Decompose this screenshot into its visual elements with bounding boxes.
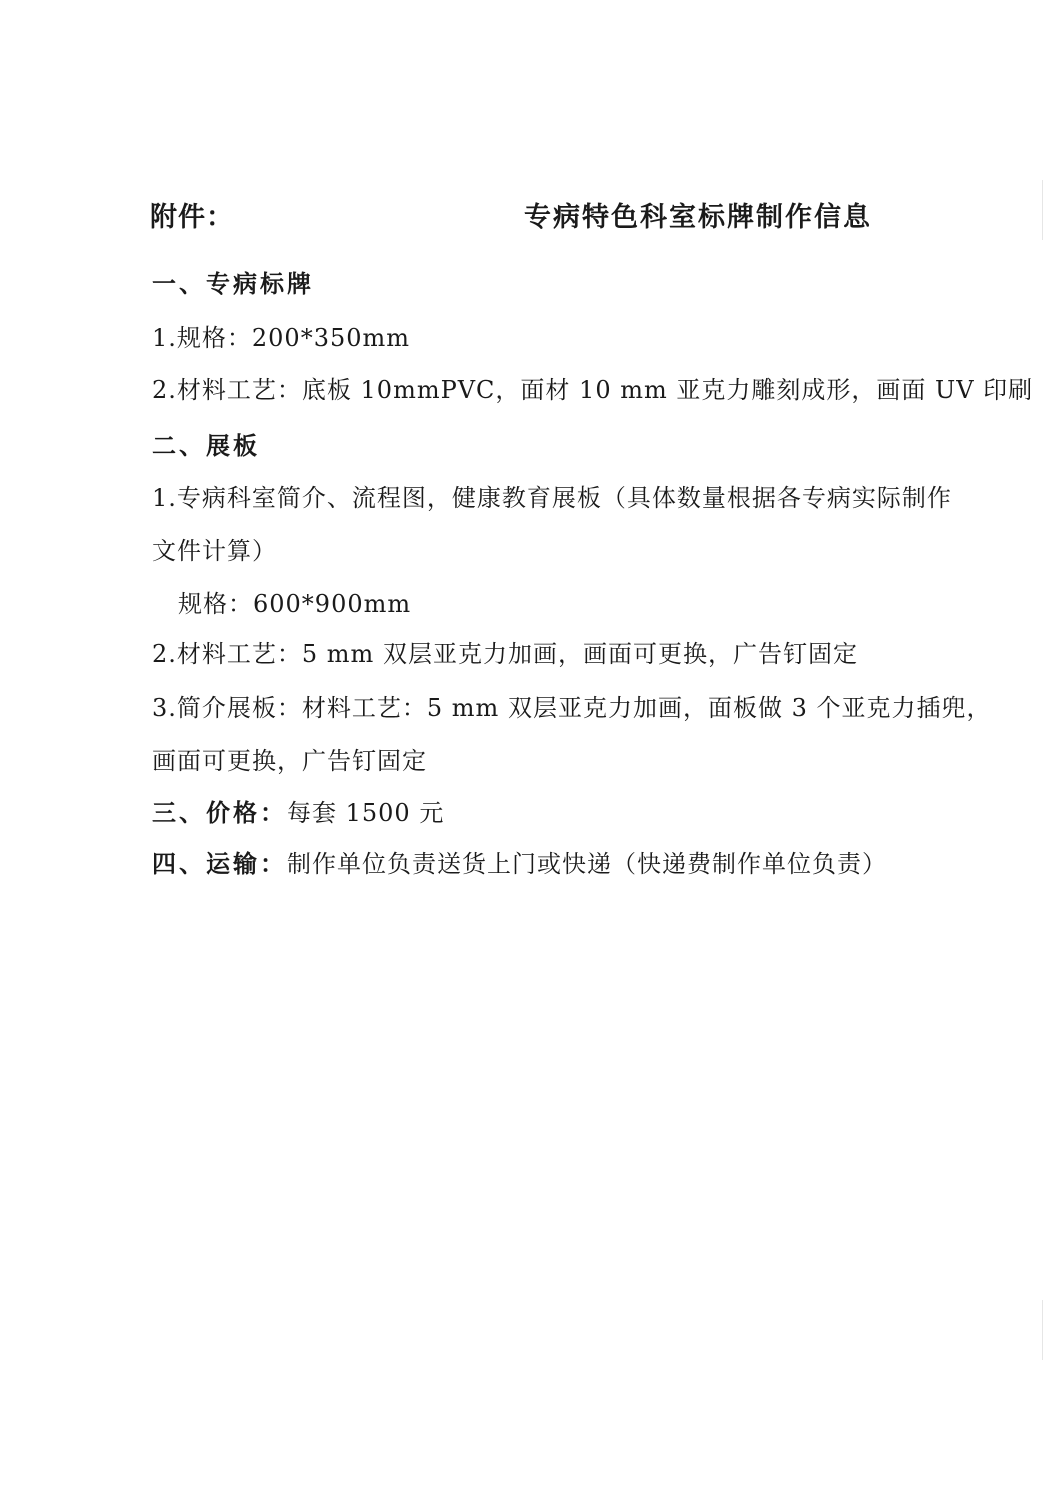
- section2-item3-line1: 3.简介展板：材料工艺：5 mm 双层亚克力加画，面板做 3 个亚克力插兜，: [152, 694, 992, 722]
- section4-row: [152, 849, 887, 879]
- title-row: [150, 202, 872, 233]
- scan-edge-mark: [1042, 1300, 1043, 1360]
- section2-item1-line1: 1.专病科室简介、流程图，健康教育展板（具体数量根据各专病实际制作: [152, 484, 952, 512]
- section4-label: 四、运输：: [152, 850, 287, 878]
- section1-item1: 1.规格：200*350mm: [152, 324, 411, 352]
- section2-item3-line2: 画面可更换，广告钉固定: [152, 747, 427, 775]
- attachment-label: 附件：: [150, 202, 234, 233]
- section1-item2: 2.材料工艺：底板 10mmPVC，面材 10 mm 亚克力雕刻成形，画面 UV 印刷: [152, 376, 1034, 404]
- section3-value: 每套 1500 元: [287, 799, 445, 827]
- section2-item2: 2.材料工艺：5 mm 双层亚克力加画，画面可更换，广告钉固定: [152, 640, 858, 668]
- section2-heading: 二、展板: [152, 432, 260, 460]
- section1-heading: 一、专病标牌: [152, 270, 314, 298]
- section3-label: 三、价格：: [152, 799, 287, 827]
- section2-item1-spec: 规格：600*900mm: [178, 590, 412, 618]
- document-title: 专病特色科室标牌制作信息: [524, 202, 872, 233]
- section3-row: [152, 798, 444, 828]
- section4-value: 制作单位负责送货上门或快递（快递费制作单位负责）: [287, 850, 887, 878]
- section2-item1-line2: 文件计算）: [152, 537, 277, 565]
- scan-edge-mark: [1042, 180, 1043, 240]
